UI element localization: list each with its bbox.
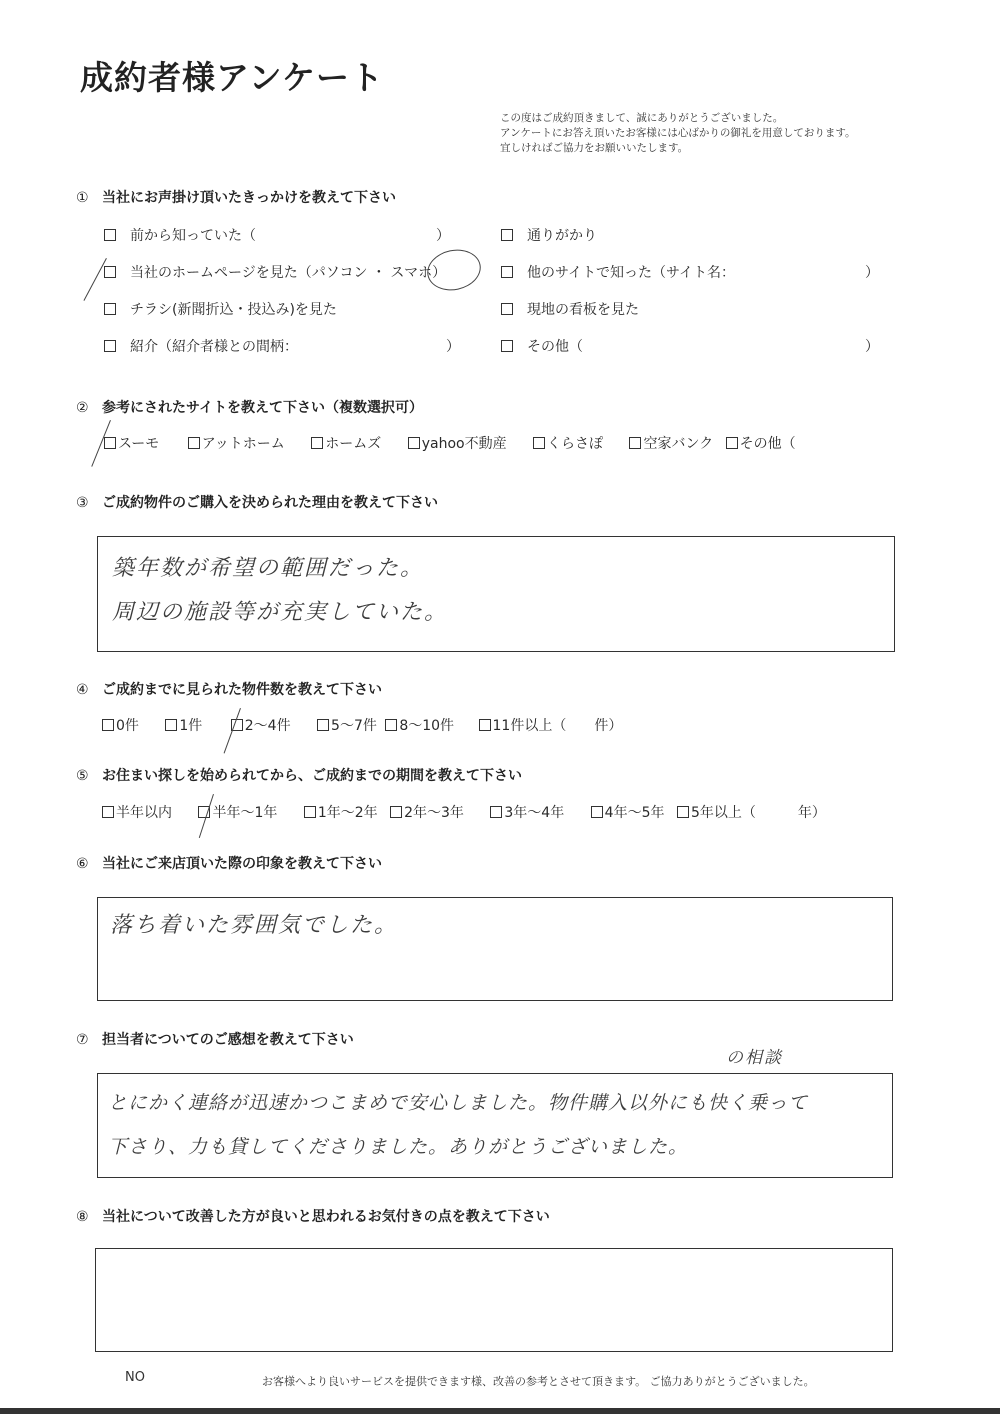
- q5-option-3-4-years[interactable]: [490, 805, 564, 821]
- option-label: アットホーム: [201, 436, 285, 452]
- circled-choice-smartphone: スマホ: [390, 265, 433, 281]
- question-number: ①: [76, 190, 89, 206]
- option-label: 1年～2年: [317, 805, 378, 821]
- checkbox[interactable]: [726, 437, 738, 449]
- handwritten-answer-line: 周辺の施設等が充実していた。: [112, 600, 449, 625]
- q5-option-1-2-years[interactable]: [304, 805, 378, 821]
- question-number: ③: [76, 495, 89, 511]
- checkbox[interactable]: [501, 229, 513, 241]
- q4-options: [102, 715, 622, 735]
- option-label: 11件以上（ 件）: [492, 718, 623, 734]
- question-number: ⑤: [76, 768, 89, 784]
- q6-answer-box[interactable]: [97, 897, 893, 1001]
- intro-text: [500, 111, 856, 156]
- question-text: 担当者についてのご感想を教えて下さい: [102, 1032, 354, 1048]
- checkbox[interactable]: [102, 719, 114, 731]
- q2-option-akiya-bank[interactable]: [629, 436, 713, 452]
- option-label: 他のサイトで知った（サイト名：: [527, 265, 736, 281]
- q2-option-yahoo[interactable]: [408, 436, 507, 452]
- handwritten-insertion: の相談: [726, 1048, 783, 1068]
- question-3-heading: [76, 492, 438, 512]
- question-6-heading: [76, 853, 382, 873]
- handwritten-answer-line: 落ち着いた雰囲気でした。: [110, 913, 399, 938]
- q2-option-athome[interactable]: [188, 436, 285, 452]
- option-label: 2～4件: [244, 718, 291, 734]
- checkbox[interactable]: [490, 806, 502, 818]
- handwritten-answer-line: とにかく連絡が迅速かつこまめで安心しました。物件購入以外にも快く乗って: [108, 1092, 809, 1114]
- question-5-heading: [76, 765, 522, 785]
- checkbox[interactable]: [501, 266, 513, 278]
- question-text: 当社について改善した方が良いと思われるお気付きの点を教えて下さい: [102, 1209, 550, 1225]
- q2-option-other[interactable]: [726, 436, 796, 452]
- checkbox[interactable]: [533, 437, 545, 449]
- option-close: ）: [865, 339, 879, 355]
- form-number-label: NO: [125, 1370, 145, 1385]
- q1-option-flyer[interactable]: [104, 299, 337, 319]
- option-label: 3年～4年: [504, 805, 565, 821]
- option-label: ホームズ: [325, 436, 382, 452]
- option-label: 空家バンク: [643, 436, 714, 452]
- handwritten-answer-line: 下さり、力も貸してくださりました。ありがとうございました。: [108, 1136, 689, 1158]
- question-text: 参考にされたサイトを教えて下さい（複数選択可）: [102, 400, 424, 416]
- option-label: 当社のホームページを見た（パソコン ・: [130, 265, 391, 281]
- question-text: 当社にご来店頂いた際の印象を教えて下さい: [102, 856, 382, 872]
- checkbox[interactable]: [104, 229, 116, 241]
- option-label: 前から知っていた（: [130, 228, 256, 244]
- option-label: スーモ: [118, 436, 160, 452]
- q2-option-suumo[interactable]: [104, 436, 159, 452]
- checkbox[interactable]: [104, 303, 116, 315]
- option-label: 1件: [179, 718, 203, 734]
- option-label: くらさぽ: [547, 436, 604, 452]
- question-4-heading: [76, 679, 382, 699]
- question-number: ②: [76, 400, 89, 416]
- question-7-heading: [76, 1029, 354, 1049]
- option-label: その他（: [527, 339, 583, 355]
- q4-option-2-4[interactable]: [231, 718, 291, 734]
- page-title: 成約者様アンケート: [80, 58, 385, 97]
- handwritten-answer-line: 築年数が希望の範囲だった。: [112, 556, 425, 581]
- option-label: 4年～5年: [604, 805, 665, 821]
- q1-option-referral[interactable]: [104, 336, 460, 356]
- q4-option-0[interactable]: [102, 718, 139, 734]
- checkbox[interactable]: [188, 437, 200, 449]
- question-text: ご成約までに見られた物件数を教えて下さい: [102, 682, 382, 698]
- option-label: 8～10件: [399, 718, 455, 734]
- question-1-heading: [76, 187, 396, 207]
- q1-option-homepage[interactable]: [104, 262, 446, 282]
- question-number: ⑧: [76, 1209, 89, 1225]
- q2-options: [104, 433, 796, 453]
- q5-option-within-half-year[interactable]: [102, 805, 172, 821]
- q3-answer-box[interactable]: [97, 536, 895, 652]
- question-text: お住まい探しを始められてから、ご成約までの期間を教えて下さい: [102, 768, 522, 784]
- checkbox-checked[interactable]: [104, 437, 116, 449]
- question-number: ⑦: [76, 1032, 89, 1048]
- checkbox[interactable]: [591, 806, 603, 818]
- checkbox[interactable]: [317, 719, 329, 731]
- q8-answer-box[interactable]: [95, 1248, 893, 1352]
- option-label: 半年以内: [116, 805, 172, 821]
- q7-answer-box[interactable]: [97, 1073, 893, 1178]
- option-close: ）: [432, 265, 447, 281]
- q5-option-5-plus-years[interactable]: [677, 805, 826, 821]
- q5-option-2-3-years[interactable]: [390, 805, 464, 821]
- q5-option-half-to-1-year[interactable]: [198, 805, 277, 821]
- q4-option-5-7[interactable]: [317, 718, 377, 734]
- option-close: ）: [446, 339, 460, 355]
- checkbox[interactable]: [311, 437, 323, 449]
- checkbox[interactable]: [104, 340, 116, 352]
- checkbox[interactable]: [304, 806, 316, 818]
- intro-line: アンケートにお答え頂いたお客様には心ばかりの御礼を用意しております。: [500, 127, 856, 139]
- q5-option-4-5-years[interactable]: [591, 805, 665, 821]
- option-label: 紹介（紹介者様との間柄：: [130, 339, 298, 355]
- option-label: yahoo不動産: [421, 436, 507, 452]
- checkbox[interactable]: [677, 806, 689, 818]
- q2-option-kurasapo[interactable]: [533, 436, 603, 452]
- q2-option-homes[interactable]: [311, 436, 381, 452]
- intro-line: この度はご成約頂きまして、誠にありがとうございました。: [500, 112, 784, 124]
- question-2-heading: [76, 397, 423, 417]
- checkbox[interactable]: [102, 806, 114, 818]
- question-8-heading: [76, 1206, 550, 1226]
- option-close: ）: [865, 265, 880, 281]
- option-close: ）: [436, 228, 450, 244]
- option-label: チラシ(新聞折込・投込み)を見た: [130, 302, 337, 318]
- question-number: ④: [76, 682, 89, 698]
- intro-line: 宜しければご協力をお願いいたします。: [500, 142, 689, 154]
- checkbox[interactable]: [501, 340, 513, 352]
- q4-option-1[interactable]: [165, 718, 202, 734]
- checkbox-checked[interactable]: [104, 266, 116, 278]
- option-label: 現地の看板を見た: [527, 302, 639, 318]
- option-label: 半年～1年: [212, 805, 278, 821]
- question-text: ご成約物件のご購入を決められた理由を教えて下さい: [102, 495, 438, 511]
- question-number: ⑥: [76, 856, 89, 872]
- option-label: 5年以上（ 年）: [690, 805, 826, 821]
- option-label: 5～7件: [331, 718, 377, 734]
- q1-option-other-site[interactable]: [501, 262, 879, 282]
- q1-option-known-before[interactable]: [104, 225, 450, 245]
- q1-option-passing-by[interactable]: [501, 225, 597, 245]
- q1-option-other[interactable]: [501, 336, 879, 356]
- checkbox[interactable]: [390, 806, 402, 818]
- checkbox[interactable]: [479, 719, 491, 731]
- question-text: 当社にお声掛け頂いたきっかけを教えて下さい: [102, 190, 396, 206]
- footer-thanks: お客様へより良いサービスを提供できます様、改善の参考とさせて頂きます。 ご協力ありがとうございました。: [262, 1375, 815, 1388]
- circle-mark-icon: [423, 245, 484, 295]
- scan-edge-bar: [0, 1408, 1000, 1414]
- checkbox[interactable]: [165, 719, 177, 731]
- q4-option-11-plus[interactable]: [479, 718, 623, 734]
- checkbox[interactable]: [629, 437, 641, 449]
- checkbox[interactable]: [408, 437, 420, 449]
- checkbox[interactable]: [385, 719, 397, 731]
- option-label: 0件: [116, 718, 139, 734]
- checkbox[interactable]: [501, 303, 513, 315]
- option-label: 通りがかり: [527, 228, 597, 244]
- option-label: 2年～3年: [404, 805, 464, 821]
- q5-options: [102, 802, 826, 822]
- q1-option-local-sign[interactable]: [501, 299, 639, 319]
- option-label: その他（: [739, 436, 796, 452]
- q4-option-8-10[interactable]: [385, 718, 454, 734]
